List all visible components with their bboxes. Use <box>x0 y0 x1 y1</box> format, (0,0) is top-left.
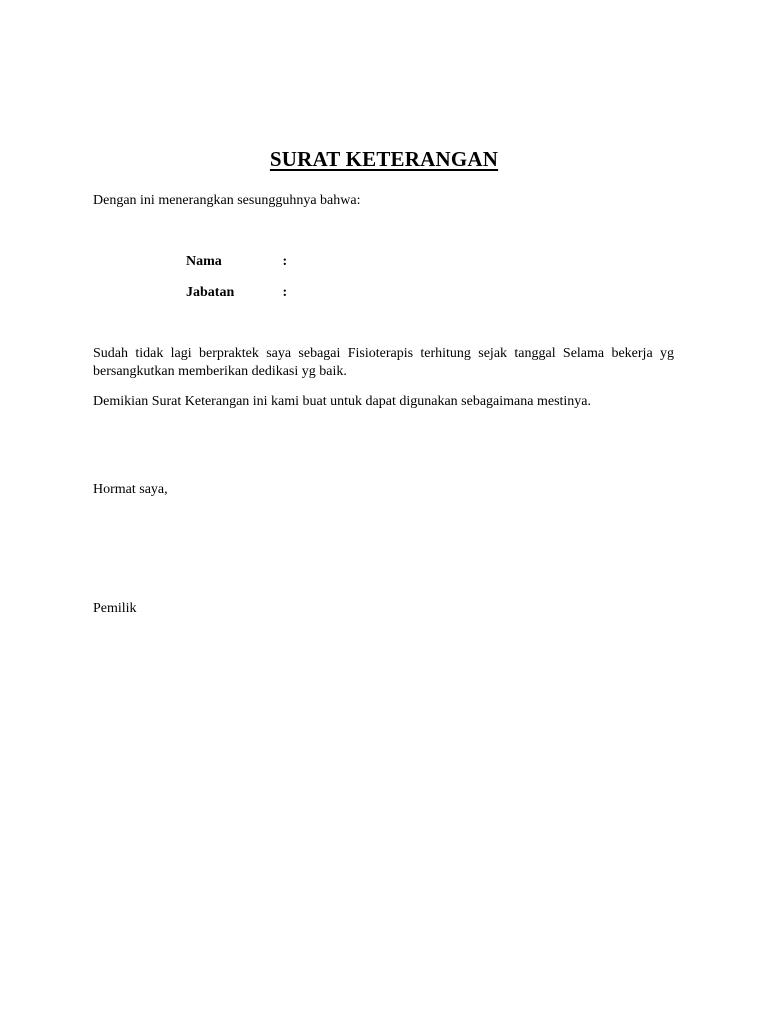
document-title: SURAT KETERANGAN <box>269 147 499 171</box>
field-separator-nama: : <box>282 254 288 269</box>
field-row-jabatan <box>186 285 287 301</box>
field-label-jabatan: Jabatan <box>186 285 235 300</box>
body-paragraph-statement: Sudah tidak lagi berpraktek saya sebagai Fisioterapis terhitung sejak tanggal Selama bekerja yg bersangkutkan memberikan dedikasi yg baik. <box>93 346 674 379</box>
field-separator-jabatan: : <box>282 285 288 300</box>
body-paragraph-closing-statement: Demikian Surat Keterangan ini kami buat untuk dapat digunakan sebagaimana mestinya. <box>93 394 592 409</box>
field-row-nama <box>186 254 287 270</box>
signer-title: Pemilik <box>93 601 137 616</box>
closing-salutation: Hormat saya, <box>93 482 168 497</box>
field-label-nama: Nama <box>186 254 222 269</box>
intro-text: Dengan ini menerangkan sesungguhnya bahwa: <box>93 193 361 208</box>
